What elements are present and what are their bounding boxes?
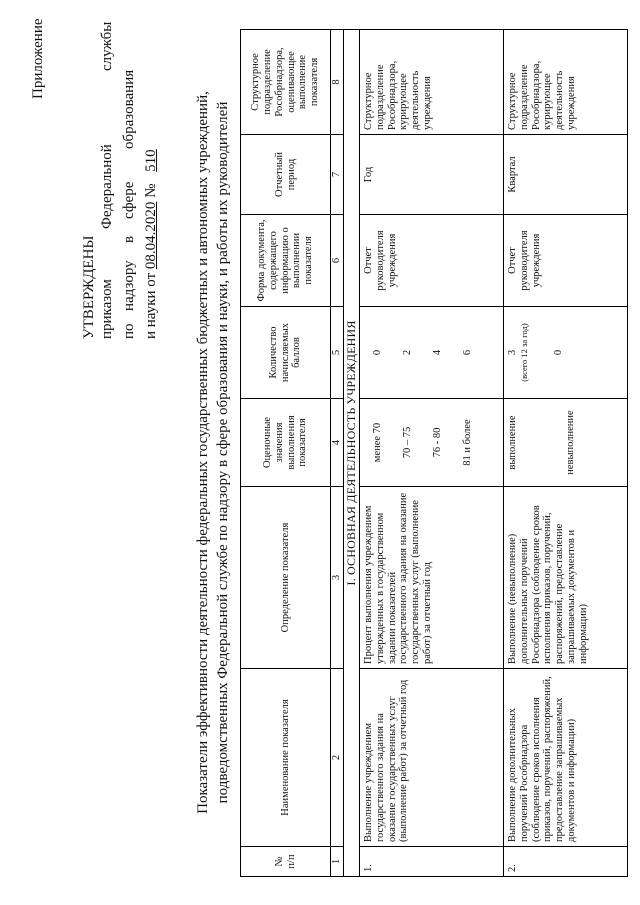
- row-1-period: Год: [360, 134, 504, 214]
- row-1-name: Выполнение учреждением государственного задания на оказание государственных услуг (выполнение работ) за отчетный год: [360, 668, 504, 846]
- row-2-point: 0: [552, 349, 564, 356]
- page-title-line-2: подведомственных Федеральной службе по надзору в сфере образования и науки, и работы их руководителей: [215, 101, 231, 804]
- col-header-8: Структурное подразделение Рособрнадзора, оценивающее выполнение показателя: [241, 29, 331, 134]
- order-word-2: Федеральной: [99, 144, 115, 229]
- col-num-4: 4: [331, 398, 344, 486]
- col-header-2: Наименование показателя: [241, 668, 331, 846]
- col-header-3: Определение показателя: [241, 486, 331, 668]
- col-header-6: Форма документа, содержащего информацию о выполнении показателя: [241, 214, 331, 306]
- col-num-5: 5: [331, 306, 344, 398]
- order-word-5: надзору: [121, 260, 137, 311]
- order-prefix: и науки от: [143, 272, 159, 339]
- col-header-4: Оценочные значения выполнения показателя: [241, 398, 331, 486]
- row-1-value: 76 - 80: [432, 427, 443, 458]
- col-num-2: 2: [331, 668, 344, 846]
- row-1-document: Отчет руководителя учреждения: [360, 214, 504, 306]
- row-2-value: выполнение: [507, 415, 518, 470]
- row-1-num: 1.: [360, 846, 504, 876]
- row-1-value: 70 – 75: [402, 426, 413, 459]
- row-1-point: 0: [372, 349, 383, 356]
- order-word-1: приказом: [99, 279, 115, 339]
- order-date: 08.04.2020: [143, 201, 159, 270]
- row-1-unit: Структурное подразделение Рособрнадзора, курирующее деятельность учреждения: [360, 29, 504, 134]
- section-title: I. ОСНОВНАЯ ДЕЯТЕЛЬНОСТЬ УЧРЕЖДЕНИЯ: [344, 29, 360, 876]
- order-number: 510: [143, 149, 159, 172]
- row-2-point-note: (всего 12 за год): [518, 323, 529, 382]
- col-num-7: 7: [331, 134, 344, 214]
- row-1-values: [360, 398, 504, 486]
- row-1-value: менее 70: [372, 422, 383, 463]
- row-2-num: 2.: [504, 846, 628, 876]
- row-2-definition: Выполнение (невыполнение) дополнительных поручений Рособрнадзора (соблюдение сроков исполнения приказов, поручений, распоряжений, предоставление запрашиваемых документов и информации): [504, 486, 628, 668]
- row-2-name: Выполнение дополнительных поручений Рособрнадзора (соблюдение сроков исполнения приказов, поручений, распоряжений, предоставление запрашиваемых документов и информации): [504, 668, 628, 846]
- order-number-sign: №: [143, 183, 159, 198]
- approved-label: УТВЕРЖДЕНЫ: [81, 235, 97, 339]
- page-title-line-1: Показатели эффективности деятельности федеральных государственных бюджетных и автономных учреждений,: [195, 91, 211, 814]
- row-2-point: 3: [507, 349, 518, 356]
- row-2-unit: Структурное подразделение Рособрнадзора, курирующее деятельность учреждения: [504, 29, 628, 134]
- row-2-period: Квартал: [504, 134, 628, 214]
- row-2-values: [504, 398, 628, 486]
- order-word-6: в: [121, 235, 137, 243]
- col-header-1: № п/п: [241, 846, 331, 876]
- col-num-3: 3: [331, 486, 344, 668]
- row-1-point: 2: [402, 349, 413, 356]
- order-word-7: сфере: [121, 181, 137, 219]
- order-word-4: по: [121, 323, 137, 339]
- indicators-table: [240, 29, 628, 877]
- col-num-8: 8: [331, 29, 344, 134]
- order-word-3: службы: [99, 21, 115, 71]
- row-1-point: 6: [462, 349, 473, 356]
- order-line-3: [140, 19, 162, 339]
- row-2-document: Отчет руководителя учреждения: [504, 214, 628, 306]
- order-word-8: образования: [121, 69, 137, 149]
- col-num-6: 6: [331, 214, 344, 306]
- row-2-value: невыполнение: [564, 410, 576, 475]
- row-1-points: [360, 306, 504, 398]
- col-header-7: Отчетный период: [241, 134, 331, 214]
- row-1-definition: Процент выполнения учреждением утвержденных в государственном задании показателей государственного задания на оказание государственных услуг (выполнение работ) за отчетный год: [360, 486, 504, 668]
- col-num-1: 1: [331, 846, 344, 876]
- row-1-point: 4: [432, 349, 443, 356]
- col-header-5: Количество начисляемых баллов: [241, 306, 331, 398]
- row-1-value: 81 и более: [462, 419, 473, 466]
- row-2-points: [504, 306, 628, 398]
- appendix-label: Приложение: [30, 18, 46, 99]
